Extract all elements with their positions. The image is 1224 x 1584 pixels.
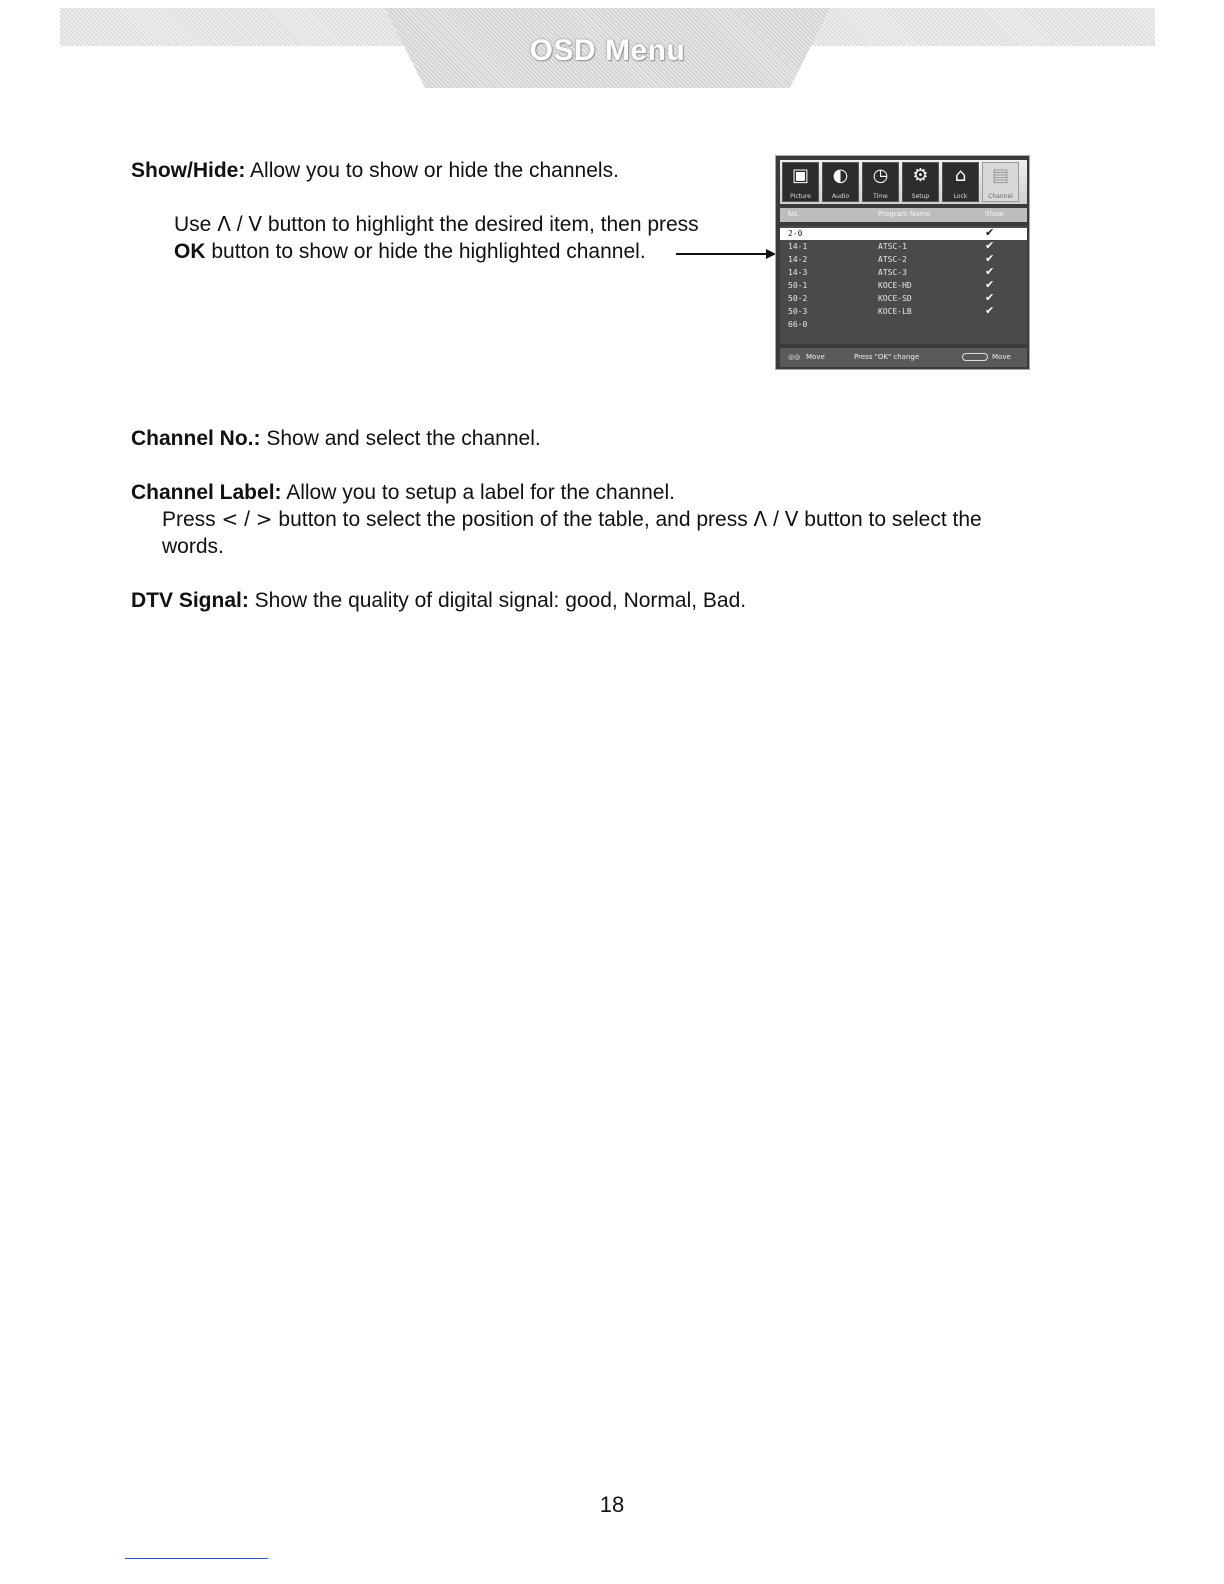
pointer-arrow-line bbox=[676, 253, 768, 255]
clock-icon: ◷ Time bbox=[862, 162, 899, 202]
channel-label-instruction-1 bbox=[162, 506, 982, 533]
show-hide-label: Show/Hide: bbox=[131, 159, 246, 182]
setup-gear-icon: ⚙ Setup bbox=[902, 162, 939, 202]
footer-move: Move bbox=[806, 353, 825, 361]
slash: / bbox=[767, 508, 785, 531]
table-row: 14-1 ATSC-1 ✔ bbox=[788, 239, 995, 252]
down-arrow-icon: V bbox=[784, 507, 799, 531]
check-icon: ✔ bbox=[985, 226, 995, 239]
col-program-name: Program Name bbox=[878, 210, 931, 218]
up-arrow-icon: Λ bbox=[217, 212, 231, 236]
check-icon: ✔ bbox=[985, 304, 995, 317]
osd-footer bbox=[780, 348, 1027, 367]
osd-list-header bbox=[780, 208, 1027, 222]
footer-rule bbox=[125, 1558, 268, 1559]
channel-label-label: Channel Label: bbox=[131, 481, 282, 504]
show-hide-instruction-2 bbox=[174, 238, 646, 265]
show-hide-desc: Allow you to show or hide the channels. bbox=[245, 159, 619, 182]
press-text: Press bbox=[162, 508, 222, 531]
up-arrow-icon: Λ bbox=[753, 507, 768, 531]
table-row: 50-2 KOCE-SD ✔ bbox=[788, 291, 995, 304]
check-icon: ✔ bbox=[985, 239, 995, 252]
instruction-rest: button to highlight the desired item, then press bbox=[262, 213, 699, 236]
dtv-signal-label: DTV Signal: bbox=[131, 589, 249, 612]
menu-key-icon bbox=[962, 353, 988, 361]
show-hide-instruction-1 bbox=[174, 211, 699, 238]
osd-channel-list bbox=[780, 226, 1027, 344]
right-arrow-icon: > bbox=[255, 507, 273, 531]
table-row: 2-0 ✔ bbox=[780, 228, 1027, 240]
channel-no-label: Channel No.: bbox=[131, 427, 261, 450]
col-show: Show bbox=[985, 210, 1004, 218]
table-row: 50-3 KOCE-LB ✔ bbox=[788, 304, 995, 317]
audio-icon: ◐ Audio bbox=[822, 162, 859, 202]
footer-menu-move: Move bbox=[992, 353, 1011, 361]
instruction-mid: button to select the position of the table, and press bbox=[272, 508, 754, 531]
page-title: OSD Menu bbox=[529, 34, 686, 67]
dtv-signal-line bbox=[131, 587, 746, 614]
nav-arrows-icon: ◎◎ bbox=[788, 353, 801, 361]
show-hide-line bbox=[131, 157, 619, 184]
check-icon: ✔ bbox=[985, 265, 995, 278]
use-text: Use bbox=[174, 213, 218, 236]
channel-label-line bbox=[131, 479, 675, 506]
instruction-rest-2: button to show or hide the highlighted channel. bbox=[205, 240, 646, 263]
col-no: No. bbox=[788, 210, 800, 218]
table-row: 50-1 KOCE-HD ✔ bbox=[788, 278, 995, 291]
ok-label: OK bbox=[174, 240, 206, 263]
instruction-end: button to select the bbox=[798, 508, 982, 531]
osd-menu-bar bbox=[780, 160, 1027, 204]
slash: / bbox=[230, 213, 249, 236]
left-arrow-icon: < bbox=[221, 507, 239, 531]
osd-channel-screenshot bbox=[775, 155, 1030, 370]
channel-no-line bbox=[131, 425, 541, 452]
channel-icon: ▤ Channel bbox=[982, 162, 1019, 202]
check-icon: ✔ bbox=[985, 291, 995, 304]
check-icon: ✔ bbox=[985, 278, 995, 291]
lock-icon: ⌂ Lock bbox=[942, 162, 979, 202]
table-row: 14-3 ATSC-3 ✔ bbox=[788, 265, 995, 278]
dtv-signal-desc: Show the quality of digital signal: good, Normal, Bad. bbox=[248, 589, 747, 612]
page-number: 18 bbox=[599, 1492, 625, 1517]
slash: / bbox=[238, 508, 256, 531]
picture-icon: ▣ Picture bbox=[782, 162, 819, 202]
channel-no-desc: Show and select the channel. bbox=[260, 427, 541, 450]
channel-label-instruction-2: words. bbox=[162, 535, 224, 558]
table-row: 66-0 bbox=[788, 320, 808, 329]
footer-change: Press "OK" change bbox=[854, 353, 920, 361]
table-row: 14-2 ATSC-2 ✔ bbox=[788, 252, 995, 265]
channel-label-desc: Allow you to setup a label for the channel. bbox=[281, 481, 675, 504]
down-arrow-icon: V bbox=[248, 212, 263, 236]
check-icon: ✔ bbox=[985, 252, 995, 265]
